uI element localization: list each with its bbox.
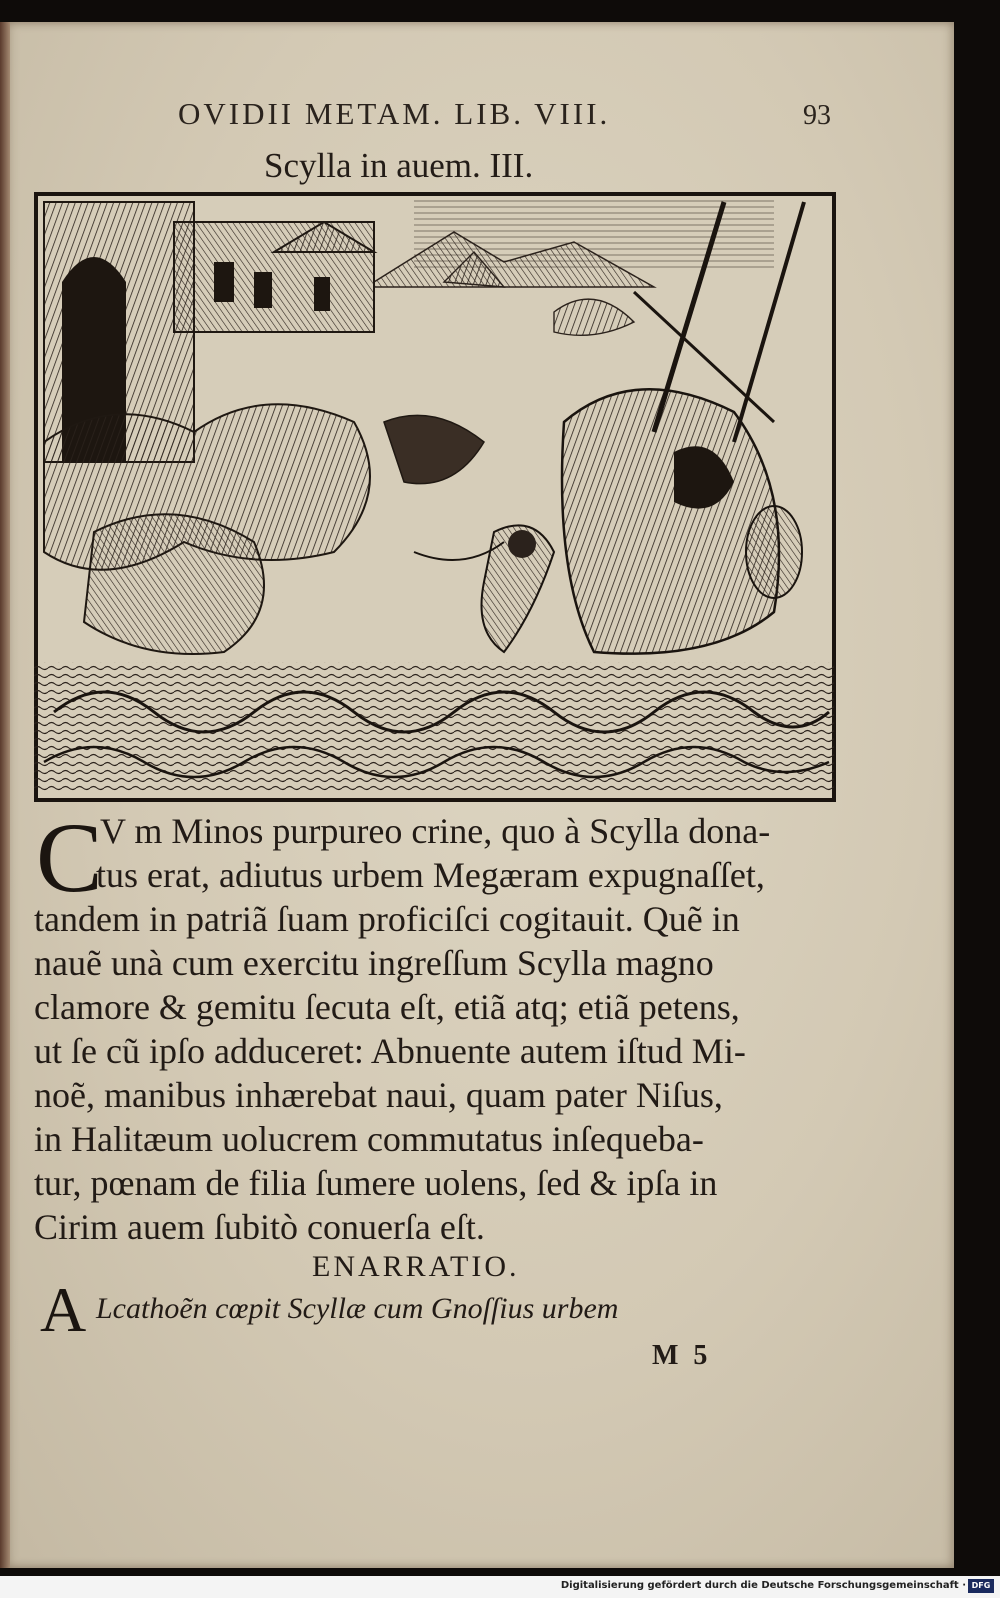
- fable-title: Scylla in auem. III.: [264, 146, 534, 185]
- prose-line: ut ſe cũ ipſo adduceret: Abnuente autem iſtud Mi-: [34, 1031, 746, 1071]
- section-heading: ENARRATIO.: [312, 1250, 520, 1283]
- prose-line: noẽ, manibus inhærebat naui, quam pater Niſus,: [34, 1075, 723, 1115]
- commentary-verse: Lcathoẽn cœpit Scyllæ cum Gnoſſius urbem: [96, 1292, 619, 1325]
- woodcut-scylla-ship-icon: [34, 192, 836, 802]
- commentary-dropcap: A: [40, 1274, 87, 1345]
- book-spine-edge: [0, 22, 10, 1568]
- prose-line: in Halitæum uolucrem commutatus inſequeba-: [34, 1119, 704, 1159]
- signature-mark: M 5: [652, 1340, 712, 1371]
- prose-line: tus erat, adiutus urbem Megæram expugnaſſet,: [96, 855, 765, 895]
- prose-line: clamore & gemitu ſecuta eſt, etiã atq; etiã petens,: [34, 987, 740, 1027]
- funding-credit: Digitalisierung gefördert durch die Deutsche Forschungsgemeinschaft ·: [560, 1580, 966, 1591]
- prose-dropcap: C: [36, 802, 103, 913]
- running-head: OVIDII METAM. LIB. VIII.: [178, 96, 611, 131]
- prose-line: tandem in patriã ſuam proficiſci cogitauit. Quẽ in: [34, 899, 740, 939]
- page-number: 93: [803, 100, 831, 131]
- prose-line: Cirim auem ſubitò conuerſa eſt.: [34, 1207, 485, 1247]
- prose-line: V m Minos purpureo crine, quo à Scylla dona-: [100, 811, 771, 851]
- prose-line: nauẽ unà cum exercitu ingreſſum Scylla magno: [34, 943, 714, 983]
- dfg-logo-icon: DFG: [968, 1579, 994, 1593]
- prose-line: tur, pœnam de filia ſumere uolens, ſed & ipſa in: [34, 1163, 718, 1203]
